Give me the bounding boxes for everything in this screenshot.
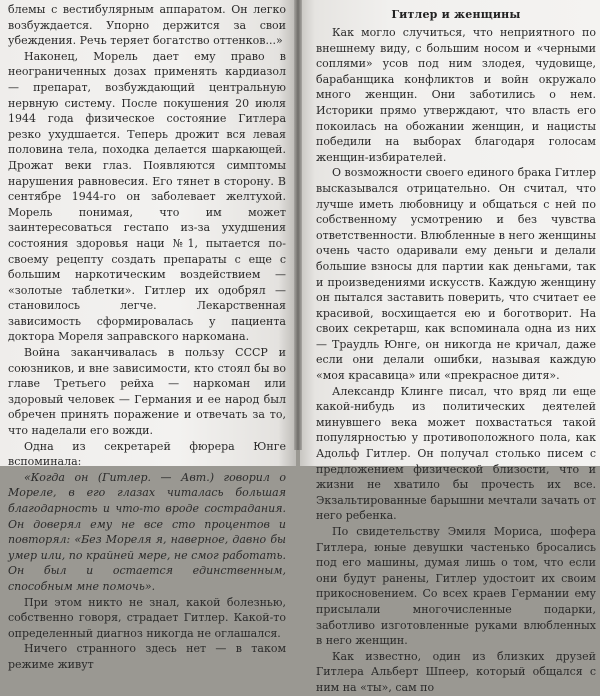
paragraph: блемы с вестибулярным аппаратом. Он легко возбуждается. Упорно держится за свои убеждения. Речь теряет богатство оттенков...» — [8, 3, 286, 48]
paragraph: При этом никто не знал, какой болезнью, собственно говоря, страдает Гитлер. Какой-то определенный диагноз никогда не оглашался. — [8, 595, 286, 640]
paragraph: Александр Клинге писал, что вряд ли еще какой-нибудь из политических деятелей минувшего века может похвастаться такой популярностью у противоположного пола, как Адольф Гитлер. Он получал столько писем с предложением физической близости, что и жизни не хватило бы прочесть их все. Экзальтированные барышни мечтали зачать от него ребенка. — [316, 384, 596, 523]
right-page — [300, 0, 600, 694]
paragraph: По свидетельству Эмиля Мориса, шофера Гитлера, юные девушки частенько бросались под его машины, думая лишь о том, что если они будут ранены, Гитлер удостоит их своим прикосновением. Со всех краев Германии ему присылали многочисленные подарки, заботливо изготовленные руками влюбленных в него женщин. — [316, 525, 596, 648]
left-page-text — [8, 2, 286, 673]
running-header: Гитлер и женщины — [391, 8, 521, 21]
right-page-text — [316, 25, 596, 696]
paragraph: О возможности своего единого брака Гитлер высказывался отрицательно. Он считал, что лучше иметь любовницу и общаться с ней по собственному усмотрению и без чувства ответственности. Влюбленные в него женщины очень часто одаривали ему деньги и делали большие взносы для партии как деньгами, так и произведениями искусств. Каждую женщину он пытался заставить поверить, что считает ее красивой, восхищается ею и боготворит. На своих секретарш, как вспоминала одна из них — Траудль Юнге, он никогда не кричал, даже если они делали ошибки, называя каждую «моя красавица» или «прекрасное дитя». — [316, 166, 596, 383]
paragraph: Война заканчивалась в пользу СССР и союзников, и вне зависимости, кто стоял бы во главе Третьего рейха — наркоман или здоровый человек — Германия и ее народ был обречен принять поражение и отвечать за то, что наделали его вожди. — [8, 346, 286, 438]
paragraph: Наконец, Морель дает ему право в неограниченных дозах применять кардиазол — препарат, возбуждающий центральную нервную систему. После покушения 20 июля 1944 года физическое состояние Гитлера резко ухудшается. Теперь дрожит вся левая половина тела, походка делается шаркающей. Дрожат веки глаз. Появляются симптомы нарушения равновесия. Его тянет в сторону. В сентябре 1944-го он заболевает желтухой. Морель понимая, что им может заинтересоваться гестапо из-за ухудшения состояния здоровья наци №1, пытается по-своему рецепту создать препараты с еще с большим наркотическим воздействием — «золотые таблетки». Гитлер их одобрял — становилось легче. Лекарственная зависимость сформировалась у пациента доктора Мореля заправского наркомана. — [8, 49, 286, 344]
paragraph: Одна из секретарей фюрера Юнге вспоминала: — [8, 439, 286, 469]
paragraph: «Когда он (Гитлер. — Авт.) говорил о Мореле, в его глазах читалась большая благодарность и что-то вроде сострадания. Он доверял ему не все сто процентов и повторял: «Без Мореля я, наверное, давно бы умер или, по крайней мере, не смог работать. Он был и остается единственным, способным мне помочь». — [8, 470, 286, 593]
paragraph: Как известно, один из близких друзей Гитлера Альберт Шпеер, который общался с ним на «ты», сам по — [316, 649, 596, 694]
paragraph: Ничего странного здесь нет — в таком режиме живут — [8, 642, 286, 671]
book-gutter — [294, 0, 302, 450]
left-page — [0, 0, 296, 671]
paragraph: Как могло случиться, что неприятного по внешнему виду, с большим носом и «черными соплями» усов под ним злодея, чудовище, барабанщика конфликтов и войн окружало много женщин. Они заботились о нем. Историки прямо утверждают, что власть его покоилась на обожании женщин, и нацисты победили на выборах благодаря голосам женщин-избирателей. — [316, 26, 596, 164]
